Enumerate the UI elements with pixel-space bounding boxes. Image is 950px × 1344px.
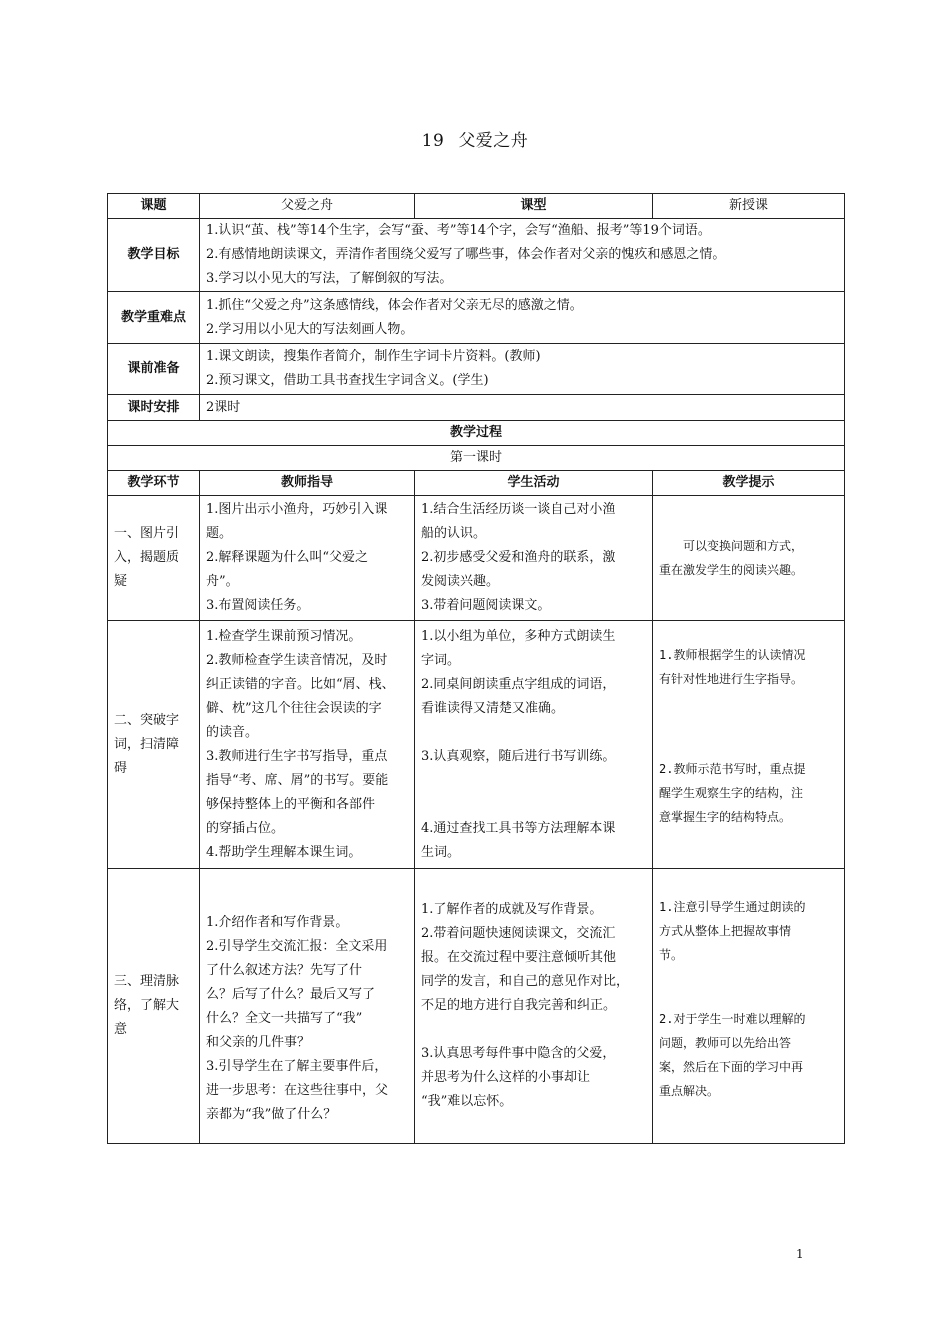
topic-label: 课题 bbox=[108, 194, 200, 219]
student-cell: 1.以小组为单位，多种方式朗读生 字词。 2.同桌间朗读重点字组成的词语， 看谁读得又清楚又准确。 3.认真观察，随后进行书写训练。 4.通过查找工具书等方法理解本课 生词。 bbox=[415, 621, 653, 869]
process-title: 教学过程 bbox=[108, 421, 845, 446]
topic-value: 父爱之舟 bbox=[200, 194, 415, 219]
page-number: 1 bbox=[796, 1247, 804, 1261]
process-header-row bbox=[108, 471, 845, 496]
keypoints-cell bbox=[200, 292, 845, 344]
type-label: 课型 bbox=[415, 194, 653, 219]
keypoints-row bbox=[108, 292, 845, 344]
goal-item: 3.学习以小见大的写法，了解倒叙的写法。 bbox=[206, 271, 453, 286]
header-teacher: 教师指导 bbox=[200, 471, 415, 496]
hours-value: 2课时 bbox=[200, 395, 845, 421]
topic-row bbox=[108, 194, 845, 219]
teacher-cell: 1.图片出示小渔舟，巧妙引入课 题。 2.解释课题为什么叫“父爱之 舟”。 3.布置阅读任务。 bbox=[200, 496, 415, 621]
tips-cell: 1.注意引导学生通过朗读的 方式从整体上把握故事情 节。 2.对于学生一时难以理解的 问题，教师可以先给出答 案，然后在下面的学习中再 重点解决。 bbox=[653, 869, 845, 1144]
keypoints-label: 教学重难点 bbox=[108, 292, 200, 344]
header-student: 学生活动 bbox=[415, 471, 653, 496]
teacher-cell: 1.检查学生课前预习情况。 2.教师检查学生读音情况，及时 纠正读错的字音。比如“屑、栈、 僻、枕”这几个往往会误读的字 的读音。 3.教师进行生字书写指导，重点 指导“考、席、屑”的书写。要能 够保持整体上的平衡和各部件 的穿插占位。 4.帮助学生理解本课生词。 bbox=[200, 621, 415, 869]
goals-cell bbox=[200, 219, 845, 292]
lesson-title-text: 父爱之舟 bbox=[458, 131, 529, 151]
goals-row bbox=[108, 219, 845, 292]
keypoint-item: 1.抓住“父爱之舟”这条感情线，体会作者对父亲无尽的感激之情。 bbox=[206, 297, 583, 313]
lesson-title bbox=[0, 126, 950, 151]
prep-item: 1.课文朗读，搜集作者简介，制作生字词卡片资料。(教师) bbox=[206, 349, 541, 364]
stage-cell: 一、图片引 入，揭题质 疑 bbox=[108, 496, 200, 621]
prep-item: 2.预习课文，借助工具书查找生字词含义。(学生) bbox=[206, 373, 489, 388]
type-value: 新授课 bbox=[653, 194, 845, 219]
prep-label: 课前准备 bbox=[108, 344, 200, 395]
process-row-1 bbox=[108, 496, 845, 621]
hours-row bbox=[108, 395, 845, 421]
prep-cell bbox=[200, 344, 845, 395]
tips-cell: 1.教师根据学生的认读情况 有针对性地进行生字指导。 2.教师示范书写时，重点提 醒学生观察生字的结构，注 意掌握生字的结构特点。 bbox=[653, 621, 845, 869]
teacher-cell: 1.介绍作者和写作背景。 2.引导学生交流汇报：全文采用 了什么叙述方法？先写了什 么？后写了什么？最后又写了 什么？全文一共描写了“我” 和父亲的几件事？ 3.引导学生在了解主要事件后， 进一步思考：在这些往事中，父 亲都为“我”做了什么？ bbox=[200, 869, 415, 1144]
stage-cell: 三、理清脉 络，了解大 意 bbox=[108, 869, 200, 1144]
period-label: 第一课时 bbox=[108, 446, 845, 471]
lesson-number: 19 bbox=[421, 131, 445, 151]
period-row bbox=[108, 446, 845, 471]
header-tips: 教学提示 bbox=[653, 471, 845, 496]
goals-label: 教学目标 bbox=[108, 219, 200, 292]
tips-cell: 可以变换问题和方式， 重在激发学生的阅读兴趣。 bbox=[653, 496, 845, 621]
keypoint-item: 2.学习用以小见大的写法刻画人物。 bbox=[206, 321, 414, 337]
process-row-3 bbox=[108, 869, 845, 1144]
student-cell: 1.了解作者的成就及写作背景。 2.带着问题快速阅读课文，交流汇 报。在交流过程中要注意倾听其他 同学的发言，和自己的意见作对比， 不足的地方进行自我完善和纠正。 3.认真思考每件事中隐含的父爱， 并思考为什么这样的小事却让 “我”难以忘怀。 bbox=[415, 869, 653, 1144]
prep-row bbox=[108, 344, 845, 395]
header-stage: 教学环节 bbox=[108, 471, 200, 496]
hours-label: 课时安排 bbox=[108, 395, 200, 421]
process-title-row bbox=[108, 421, 845, 446]
goal-item: 1.认识“茧、栈”等14个生字，会写“蚕、考”等14个字，会写“渔船、报考”等19个词语。 bbox=[206, 223, 711, 238]
process-row-2 bbox=[108, 621, 845, 869]
stage-cell: 二、突破字 词，扫清障 碍 bbox=[108, 621, 200, 869]
lesson-plan-table bbox=[107, 193, 845, 1144]
goal-item: 2.有感情地朗读课文，弄清作者围绕父爱写了哪些事，体会作者对父亲的愧疚和感恩之情。 bbox=[206, 247, 726, 262]
student-cell: 1.结合生活经历谈一谈自己对小渔 船的认识。 2.初步感受父爱和渔舟的联系，激 发阅读兴趣。 3.带着问题阅读课文。 bbox=[415, 496, 653, 621]
